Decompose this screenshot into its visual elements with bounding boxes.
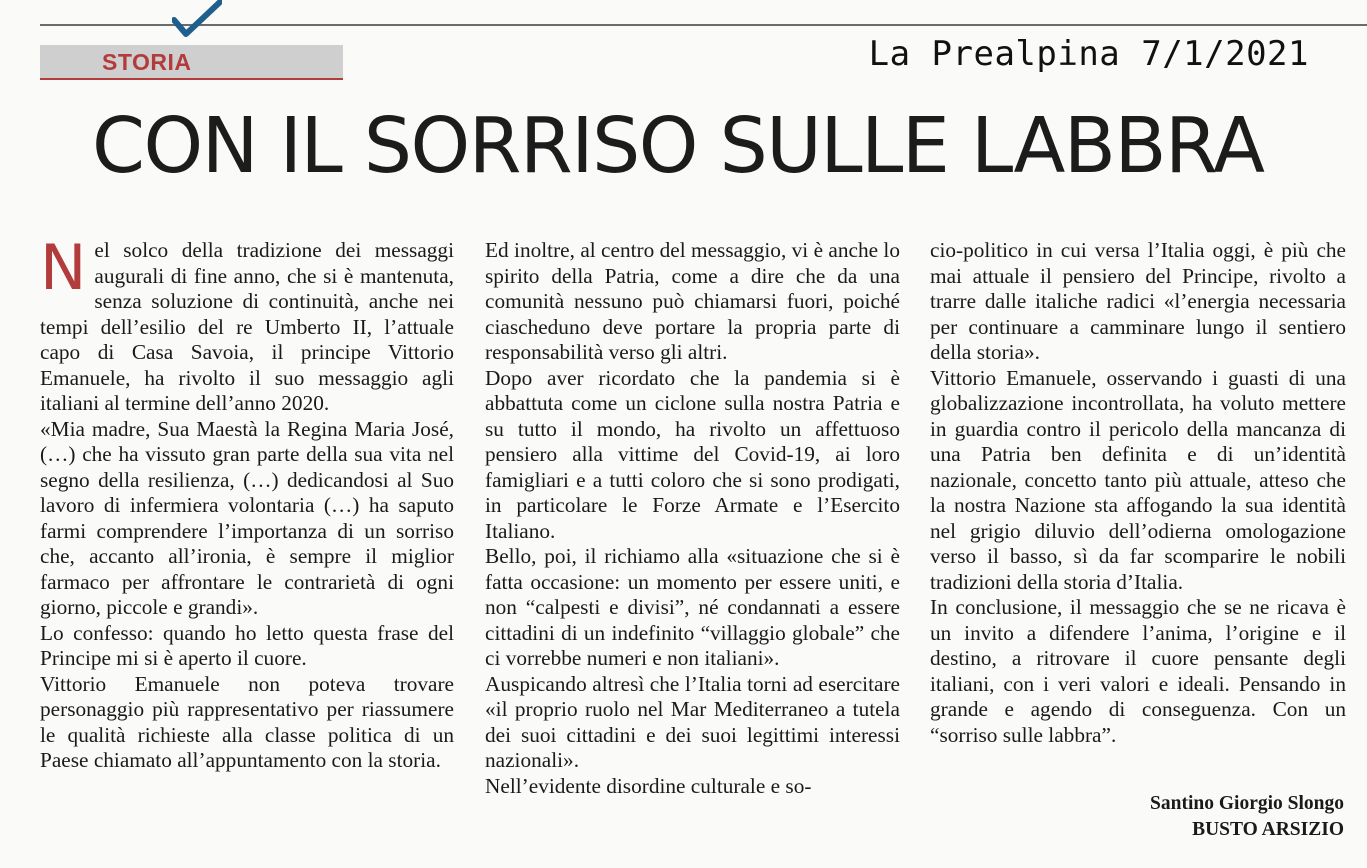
article-column-2 <box>485 238 900 799</box>
paragraph: Lo confesso: quando ho letto questa frase del Principe mi si è aperto il cuore. <box>40 620 454 670</box>
paragraph: Nell’evidente disordine culturale e so- <box>485 773 812 798</box>
checkmark-icon <box>172 0 222 40</box>
article-column-1 <box>40 231 454 774</box>
article-column-3 <box>930 238 1346 748</box>
paragraph: Bello, poi, il richiamo alla «situazione che si è fatta occasione: un momento per essere uniti, e non “calpesti e divisi”, né condannati a essere cittadini di un indefinito “villaggio globale” che ci vorrebbe numeri e non italiani». <box>485 544 900 670</box>
paragraph: Vittorio Emanuele non poteva trovare personaggio più rappresentativo per riassumere le qualità richieste alla classe politica di un Paese chiamato all’appuntamento con la storia. <box>40 671 454 772</box>
section-label: STORIA <box>102 49 192 75</box>
article-title: CON IL SORRISO SULLE LABBRA <box>92 102 1264 191</box>
paragraph: Dopo aver ricordato che la pandemia si è abbattuta come un ciclone sulla nostra Patria e su tutto il mondo, ha rivolto un affettuoso pensiero alla vittime del Covid-19, ai loro famigliari e a tutti coloro che si sono prodigati, in particolare le Forze Armate e l’Esercito Italiano. <box>485 365 900 543</box>
paragraph: Ed inoltre, al centro del messaggio, vi è anche lo spirito della Patria, come a dire che da una comunità nessuno può chiamarsi fuori, poiché ciascheduno deve portare la propria parte di responsabilità verso gli altri. <box>485 238 900 364</box>
author-name: Santino Giorgio Slongo <box>1150 793 1344 814</box>
signature <box>1150 791 1344 843</box>
section-tag <box>40 45 343 80</box>
paragraph: Vittorio Emanuele, osservando i guasti di una globalizzazione incontrollata, ha voluto mettere in guardia contro il pericolo della mancanza di una Patria ben definita e di un’identità nazionale, concetto tanto più attuale, atteso che la nostra Nazione sta affogando la sua identità nel grigio diluvio dell’odierna omologazione verso il basso, sì da far scomparire le nobili tradizioni della storia d’Italia. <box>930 365 1346 594</box>
paragraph: Nel solco della tradizione dei messaggi augurali di fine anno, che si è mantenuta, senza soluzione di continuità, anche nei tempi dell’esilio del re Umberto II, l’attuale capo di Casa Savoia, il principe Vittorio Emanuele, ha rivolto il suo messaggio agli italiani al termine dell’anno 2020. <box>40 231 454 415</box>
author-place: BUSTO ARSIZIO <box>1192 819 1344 840</box>
paragraph: In conclusione, il messaggio che se ne ricava è un invito a difendere l’anima, l’origine e il destino, a ritrovare il cuore pensante degli italiani, con i veri valori e ideali. Pensando in grande e agendo di conseguenza. Con un “sorriso sulle labbra”. <box>930 595 1346 747</box>
paragraph: Auspicando altresì che l’Italia torni ad esercitare «il proprio ruolo nel Mar Mediterraneo a tutela dei suoi cittadini e dei suoi legittimi interessi nazionali». <box>485 671 900 772</box>
paragraph: «Mia madre, Sua Maestà la Regina Maria José, (…) che ha vissuto gran parte della sua vita nel segno della resilienza, (…) dedicandosi al Suo lavoro di infermiera volontaria (…) ha saputo farmi comprendere l’importanza di un sorriso che, accanto all’ironia, è sempre il miglior farmaco per affrontare le contrarietà di ogni giorno, piccole e grandi». <box>40 416 454 619</box>
masthead: La Prealpina 7/1/2021 <box>868 34 1309 74</box>
top-rule <box>40 24 1367 26</box>
paragraph: cio-politico in cui versa l’Italia oggi, è più che mai attuale il pensiero del Principe, rivolto a trarre dalle italiche radici «l’energia necessaria per continuare a camminare lungo il sentiero della storia». <box>930 238 1346 364</box>
dropcap: N <box>40 231 87 304</box>
